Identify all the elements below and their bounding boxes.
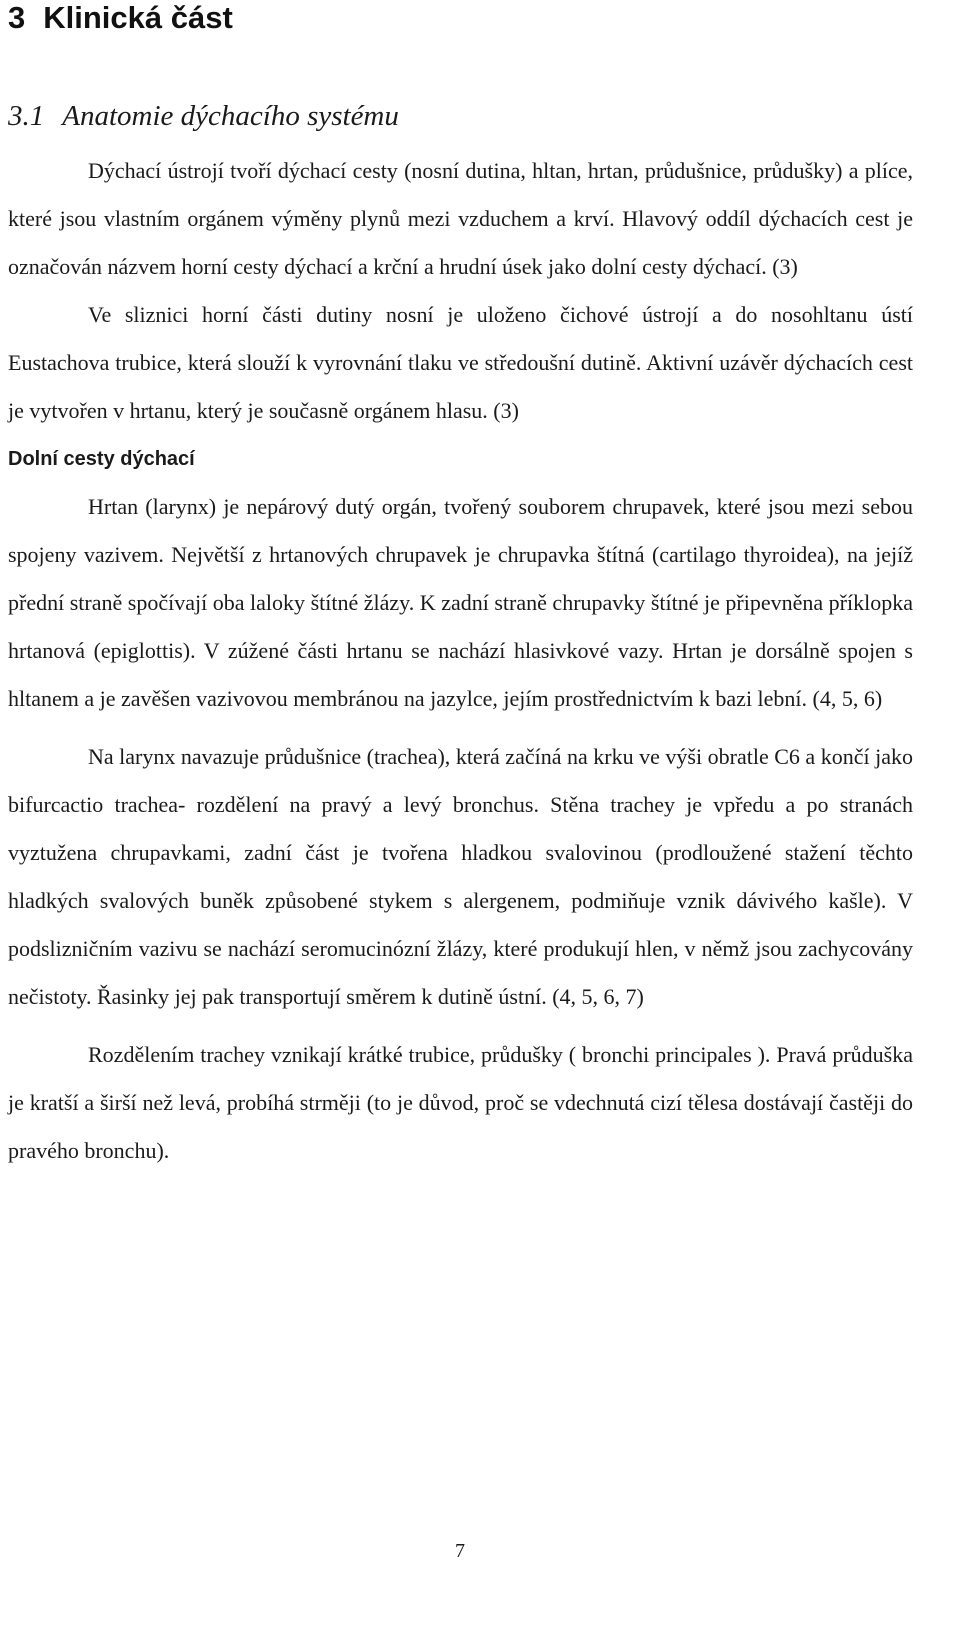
paragraph-larynx: Hrtan (larynx) je nepárový dutý orgán, tvořený souborem chrupavek, které jsou mezi sebou spojeny vazivem. Největší z hrtanových chrupavek je chrupavka štítná (cartilago thyroidea), na jejíž přední straně spočívají oba laloky štítné žlázy. K zadní straně chrupavky štítné je připevněna příklopka hrtanová (epiglottis). V zúžené části hrtanu se nachází hlasivkové vazy. Hrtan je dorsálně spojen s hltanem a je zavěšen vazivovou membránou na jazylce, jejím prostřednictvím k bazi lební. (4, 5, 6) <box>8 494 913 711</box>
page-number: 7 <box>455 1540 465 1562</box>
section-title: Anatomie dýchacího systému <box>62 100 399 132</box>
paragraph-trachea: Na larynx navazuje průdušnice (trachea), která začíná na krku ve výši obratle C6 a končí jako bifurcactio trachea- rozdělení na pravý a levý bronchus. Stěna trachey je vpředu a po stranách vyztužena chrupavkami, zadní část je tvořena hladkou svalovinou (prodloužené stažení těchto hladkých svalových buněk způsobené stykem s alergenem, podmiňuje vznik dávivého kašle). V podslizničním vazivu se nachází seromucinózní žlázy, které produkují hlen, v němž jsou zachycovány nečistoty. Řasinky jej pak transportují směrem k dutině ústní. (4, 5, 6, 7) <box>8 744 913 1009</box>
document-page <box>8 0 913 1175</box>
chapter-title: Klinická část <box>43 0 233 35</box>
paragraph-bronchi: Rozdělením trachey vznikají krátké trubice, průdušky ( bronchi principales ). Pravá průduška je kratší a širší než levá, probíhá strměji (to je důvod, proč se vdechnutá cizí tělesa dostávají častěji do pravého bronchu). <box>8 1042 913 1163</box>
section-heading <box>8 98 913 134</box>
section-number: 3.1 <box>8 100 45 132</box>
paragraph-spacer <box>8 723 913 733</box>
paragraph-upper-airways: Ve sliznici horní části dutiny nosní je uloženo čichové ústrojí a do nosohltanu ústí Eustachova trubice, která slouží k vyrovnání tlaku ve středoušní dutině. Aktivní uzávěr dýchacích cest je vytvořen v hrtanu, který je současně orgánem hlasu. (3) <box>8 302 913 423</box>
chapter-number: 3 <box>8 0 26 35</box>
chapter-heading <box>8 0 913 36</box>
paragraph-respiratory-system: Dýchací ústrojí tvoří dýchací cesty (nosní dutina, hltan, hrtan, průdušnice, průdušky) a plíce, které jsou vlastním orgánem výměny plynů mezi vzduchem a krví. Hlavový oddíl dýchacích cest je označován názvem horní cesty dýchací a krční a hrudní úsek jako dolní cesty dýchací. (3) <box>8 158 913 279</box>
subheading-lower-airways: Dolní cesty dýchací <box>8 448 195 470</box>
paragraph-spacer <box>8 1021 913 1031</box>
